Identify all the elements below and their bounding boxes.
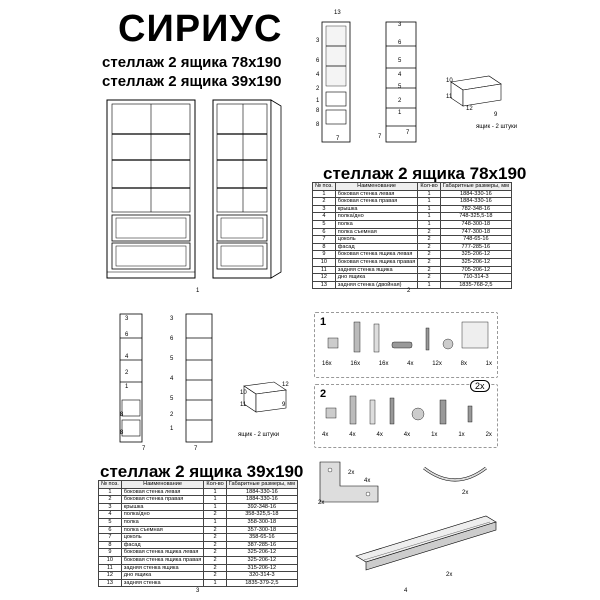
cell-name: дно ящика: [335, 274, 418, 282]
callout-10: 10: [446, 78, 453, 84]
cell-qty: 1: [418, 205, 440, 213]
table-row: [99, 572, 298, 580]
callout-11: 11: [446, 94, 453, 100]
table-row: [99, 564, 298, 572]
cell-size: 392-348-16: [226, 503, 297, 511]
cell-size: 358-325,5-18: [226, 511, 297, 519]
cell-name: боковая стенка правая: [121, 496, 204, 504]
table-row: [313, 190, 512, 198]
cell-name: полка/дно: [335, 213, 418, 221]
cell-name: боковая стенка ящика правая: [121, 556, 204, 564]
callout-12-39: 12: [282, 382, 289, 388]
cell-qty: 1: [204, 518, 226, 526]
qty-1-5: 12x: [432, 361, 442, 367]
drawer-label-39: ящик - 2 штуки: [238, 432, 280, 438]
hardware-set-1-quantities: [322, 361, 492, 367]
cell-qty: 2: [204, 511, 226, 519]
cell-size: 1835-379-2,5: [226, 579, 297, 587]
spec-table-39: [98, 480, 298, 587]
cell-name: боковая стенка левая: [335, 190, 418, 198]
cell-name: задняя стенка: [121, 579, 204, 587]
callout-1r: 1: [398, 110, 402, 116]
cell-pos: 9: [99, 549, 122, 557]
cell-name: крышка: [335, 205, 418, 213]
cell-size: 705-206-12: [440, 266, 511, 274]
cell-qty: 2: [204, 549, 226, 557]
qty-1-7: 1x: [485, 361, 492, 367]
table-row: [313, 266, 512, 274]
callout-8a-39: 8: [120, 412, 124, 418]
table-row: [99, 541, 298, 549]
callout-4r-39: 4: [170, 376, 174, 382]
callout-5r2-39: 5: [170, 396, 174, 402]
cell-pos: 1: [313, 190, 336, 198]
cell-size: 387-285-16: [226, 541, 297, 549]
cell-pos: 7: [313, 236, 336, 244]
callout-8b-39: 8: [120, 430, 124, 436]
col-header-name: Наименование: [121, 481, 204, 489]
cell-name: цоколь: [121, 534, 204, 542]
callout-2r-39: 2: [170, 412, 174, 418]
callout-6r-39: 6: [170, 336, 174, 342]
qty-2-1: 4x: [322, 432, 329, 438]
table-row: [313, 220, 512, 228]
qty-2-6: 1x: [458, 432, 465, 438]
callout-7b: 7: [378, 134, 382, 140]
callout-12: 12: [466, 106, 473, 112]
col-header-size: Габаритные размеры, мм: [440, 183, 511, 191]
cell-size: 777-285-16: [440, 243, 511, 251]
cell-qty: 2: [418, 258, 440, 266]
cell-size: 1884-330-16: [226, 496, 297, 504]
callout-7c: 7: [406, 130, 410, 136]
cell-pos: 13: [313, 281, 336, 289]
cell-size: 357-300-18: [226, 526, 297, 534]
page-number-2: 2: [407, 288, 411, 294]
callout-7b-39: 7: [194, 446, 198, 452]
cell-size: 1835-768-2,5: [440, 281, 511, 289]
table-row: [313, 236, 512, 244]
cell-qty: 1: [204, 496, 226, 504]
cell-pos: 9: [313, 251, 336, 259]
cell-pos: 10: [99, 556, 122, 564]
cell-name: боковая стенка ящика левая: [335, 251, 418, 259]
cell-name: боковая стенка левая: [121, 488, 204, 496]
cell-qty: 2: [418, 236, 440, 244]
callout-3r-39: 3: [170, 316, 174, 322]
cell-size: 325-206-12: [440, 258, 511, 266]
drawer-label-78: ящик - 2 штуки: [476, 124, 518, 130]
cell-size: 1884-330-16: [440, 198, 511, 206]
exploded-view-39: [108, 308, 228, 448]
cell-name: задняя стенка (двойная): [335, 281, 418, 289]
qty-1-1: 16x: [322, 361, 332, 367]
callout-10-39: 10: [240, 390, 247, 396]
hardware-set-2-icons: [322, 392, 492, 432]
callout-3r: 3: [398, 22, 402, 28]
table-78-title: стеллаж 2 ящика 78х190: [323, 164, 527, 183]
hardware-set-1-number: 1: [320, 316, 327, 328]
cell-name: полка съемная: [121, 526, 204, 534]
qty-2-5: 1x: [431, 432, 438, 438]
cell-size: 325-206-12: [440, 251, 511, 259]
spec-table-78: [312, 182, 512, 289]
cell-name: фасад: [335, 243, 418, 251]
cell-pos: 10: [313, 258, 336, 266]
cell-pos: 6: [99, 526, 122, 534]
cell-name: боковая стенка ящика правая: [335, 258, 418, 266]
table-row: [99, 549, 298, 557]
table-row: [99, 534, 298, 542]
cell-size: 710-314-3: [440, 274, 511, 282]
table-row: [313, 281, 512, 289]
callout-6: 6: [316, 58, 320, 64]
qty-1-3: 16x: [378, 361, 389, 367]
callout-3: 3: [316, 38, 320, 44]
cell-size: 358-300-18: [226, 518, 297, 526]
col-header-name: Наименование: [335, 183, 418, 191]
table-row: [313, 258, 512, 266]
cell-size: 320-314-3: [226, 572, 297, 580]
table-row: [99, 511, 298, 519]
cell-pos: 2: [99, 496, 122, 504]
drawer-detail-78: [445, 72, 505, 112]
page-number-1: 1: [196, 288, 200, 294]
qty-2-7: 2x: [485, 432, 492, 438]
table-row: [313, 274, 512, 282]
callout-6-39: 6: [125, 332, 129, 338]
rail-qty: 2x: [446, 572, 453, 578]
bracket-icon: [316, 458, 386, 508]
hardware-set-1-icons: [322, 318, 492, 364]
callout-6r: 6: [398, 40, 402, 46]
cell-pos: 6: [313, 228, 336, 236]
cell-qty: 2: [418, 266, 440, 274]
callout-2-39: 2: [125, 370, 129, 376]
callout-4-39: 4: [125, 354, 129, 360]
cell-name: фасад: [121, 541, 204, 549]
cell-qty: 2: [204, 572, 226, 580]
cell-size: 315-206-12: [226, 564, 297, 572]
cell-qty: 1: [418, 220, 440, 228]
cell-size: 748-300-18: [440, 220, 511, 228]
callout-13: 13: [334, 10, 341, 16]
table-row: [99, 503, 298, 511]
cell-pos: 11: [313, 266, 336, 274]
qty-2-4: 4x: [403, 432, 411, 438]
table-row: [313, 228, 512, 236]
bracket-qty-2: 2x: [348, 470, 355, 476]
cabinet-perspective-view: [213, 100, 283, 280]
callout-1: 1: [316, 98, 320, 104]
cell-pos: 2: [313, 198, 336, 206]
cell-name: полка: [335, 220, 418, 228]
subtitle-78: стеллаж 2 ящика 78х190: [102, 54, 282, 71]
cell-qty: 2: [204, 556, 226, 564]
hardware-set-2-badge: 2x: [470, 380, 490, 392]
cell-pos: 7: [99, 534, 122, 542]
bracket-qty-3: 4x: [364, 478, 371, 484]
table-row: [99, 488, 298, 496]
callout-5r-39: 5: [170, 356, 174, 362]
cell-pos: 4: [99, 511, 122, 519]
col-header-pos: № поз.: [99, 481, 122, 489]
table-row: [99, 526, 298, 534]
cell-qty: 2: [204, 534, 226, 542]
cell-name: задняя стенка ящика: [335, 266, 418, 274]
page-number-4: 4: [404, 588, 408, 594]
cell-name: полка: [121, 518, 204, 526]
exploded-view-78: [312, 8, 442, 148]
cell-size: 1884-330-16: [440, 190, 511, 198]
cell-size: 747-300-18: [440, 228, 511, 236]
cell-qty: 2: [204, 541, 226, 549]
cell-qty: 1: [418, 281, 440, 289]
cell-qty: 1: [204, 488, 226, 496]
page-title: СИРИУС: [118, 8, 283, 50]
table-row: [99, 579, 298, 587]
cell-qty: 1: [418, 190, 440, 198]
callout-11-39: 11: [240, 402, 247, 408]
qty-1-4: 4x: [407, 361, 414, 367]
callout-5r: 5: [398, 58, 402, 64]
table-row: [99, 556, 298, 564]
cell-pos: 4: [313, 213, 336, 221]
cell-qty: 2: [418, 243, 440, 251]
col-header-pos: № поз.: [313, 183, 336, 191]
cell-name: дно ящика: [121, 572, 204, 580]
callout-5r2: 5: [398, 84, 402, 90]
table-row: [313, 205, 512, 213]
cell-size: 325-206-12: [226, 549, 297, 557]
bracket-qty-1: 2x: [318, 500, 325, 506]
cell-name: крышка: [121, 503, 204, 511]
cell-qty: 2: [418, 228, 440, 236]
cell-qty: 1: [418, 213, 440, 221]
cell-pos: 13: [99, 579, 122, 587]
table-row: [99, 496, 298, 504]
callout-8a: 8: [316, 108, 320, 114]
cell-qty: 1: [418, 198, 440, 206]
cell-qty: 2: [204, 564, 226, 572]
qty-1-6: 8x: [460, 361, 467, 367]
callout-9-39: 9: [282, 402, 286, 408]
handle-qty: 2x: [462, 490, 469, 496]
cell-pos: 12: [99, 572, 122, 580]
cell-qty: 1: [204, 503, 226, 511]
cell-name: задняя стенка ящика: [121, 564, 204, 572]
table-row: [313, 243, 512, 251]
hardware-set-2-quantities: [322, 432, 492, 438]
cell-size: 1884-330-16: [226, 488, 297, 496]
col-header-qty: Кол-во: [204, 481, 226, 489]
cell-pos: 3: [99, 503, 122, 511]
handle-icon: [420, 462, 490, 492]
cell-size: 748-65-16: [440, 236, 511, 244]
callout-7a: 7: [336, 136, 340, 142]
cell-size: 325-206-12: [226, 556, 297, 564]
callout-4: 4: [316, 72, 320, 78]
col-header-qty: Кол-во: [418, 183, 440, 191]
col-header-size: Габаритные размеры, мм: [226, 481, 297, 489]
qty-2-3: 4x: [376, 432, 383, 438]
drawer-rail-icon: [350, 508, 500, 578]
callout-9: 9: [494, 112, 498, 118]
callout-8b: 8: [316, 122, 320, 128]
callout-1r-39: 1: [170, 426, 174, 432]
cell-qty: 2: [204, 526, 226, 534]
cell-size: 782-348-16: [440, 205, 511, 213]
table-row: [313, 213, 512, 221]
cell-pos: 11: [99, 564, 122, 572]
cell-name: полка съемная: [335, 228, 418, 236]
cell-pos: 5: [99, 518, 122, 526]
page-number-3: 3: [196, 588, 200, 594]
cell-name: полка/дно: [121, 511, 204, 519]
cell-qty: 2: [418, 274, 440, 282]
qty-1-2: 16x: [350, 361, 361, 367]
cell-pos: 12: [313, 274, 336, 282]
table-39-title: стеллаж 2 ящика 39х190: [100, 462, 304, 481]
callout-1-39: 1: [125, 384, 129, 390]
callout-2: 2: [316, 86, 320, 92]
table-row: [99, 518, 298, 526]
callout-3-39: 3: [125, 316, 129, 322]
subtitle-39: стеллаж 2 ящика 39х190: [102, 73, 282, 90]
cell-pos: 3: [313, 205, 336, 213]
cell-name: боковая стенка ящика левая: [121, 549, 204, 557]
cell-pos: 5: [313, 220, 336, 228]
cell-size: 358-65-16: [226, 534, 297, 542]
cell-name: цоколь: [335, 236, 418, 244]
callout-4r: 4: [398, 72, 402, 78]
qty-2-2: 4x: [349, 432, 356, 438]
callout-7a-39: 7: [142, 446, 146, 452]
cell-qty: 1: [204, 579, 226, 587]
hardware-set-2-number: 2: [320, 388, 327, 400]
cell-pos: 8: [313, 243, 336, 251]
cell-name: боковая стенка правая: [335, 198, 418, 206]
callout-2r: 2: [398, 98, 402, 104]
cell-qty: 2: [418, 251, 440, 259]
cell-pos: 1: [99, 488, 122, 496]
cell-pos: 8: [99, 541, 122, 549]
cell-size: 748-325,5-18: [440, 213, 511, 221]
table-row: [313, 251, 512, 259]
table-row: [313, 198, 512, 206]
cabinet-front-view-78: [107, 100, 197, 280]
